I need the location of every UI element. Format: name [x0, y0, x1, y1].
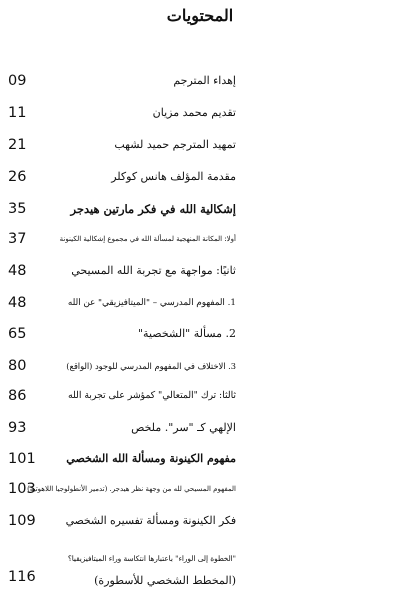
entry-title: فكر الكينونة ومسألة تفسيره الشخصي — [65, 514, 236, 527]
toc-entry[interactable] — [0, 166, 400, 188]
page-number: 65 — [8, 326, 27, 342]
toc-entry[interactable] — [0, 417, 400, 439]
entry-title: أولا: المكانة المنهجية لمسألة الله في مجموع إشكالية الكينونة — [59, 235, 236, 243]
entry-title: ثانيًا: مواجهة مع تجربة الله المسيحي — [71, 264, 236, 277]
toc-entry[interactable] — [0, 478, 400, 500]
entry-title: تقديم محمد مزيان — [152, 106, 236, 119]
page-number: 93 — [8, 420, 27, 436]
entry-title: "الخطوة إلى الوراء" باعتبارها انتكاسة وراء الميتافيزيقيا؟ — [67, 554, 236, 563]
entry-title: المفهوم المسيحي لله من وجهة نظر هيدجر. (تدمير الأنطولوجيا اللاهوتية) — [27, 485, 236, 493]
page-number: 48 — [8, 263, 27, 279]
toc-entry[interactable] — [0, 102, 400, 124]
page-number: 26 — [8, 169, 27, 185]
toc-entry[interactable] — [0, 510, 400, 532]
page-title: المحتويات — [166, 6, 234, 25]
toc-section-heading[interactable] — [0, 198, 400, 220]
page-number: 103 — [8, 481, 36, 497]
toc-entry[interactable] — [0, 548, 400, 598]
entry-title: 2. مسألة "الشخصية" — [138, 327, 236, 340]
page-number: 21 — [8, 137, 27, 153]
entry-title: إهداء المترجم — [173, 74, 236, 87]
entry-title: تمهيد المترجم حميد لشهب — [114, 138, 236, 151]
toc-entry[interactable] — [0, 355, 400, 377]
entry-title: 1. المفهوم المدرسي – "الميتافيزيقي" عن الله — [67, 298, 236, 308]
toc-section-heading[interactable] — [0, 448, 400, 470]
toc-entry[interactable] — [0, 292, 400, 314]
page-number: 48 — [8, 295, 27, 311]
page-number: 09 — [8, 73, 27, 89]
page-number: 37 — [8, 231, 27, 247]
page-number: 11 — [8, 105, 27, 121]
page-number: 101 — [8, 451, 36, 467]
section-heading-title: مفهوم الكينونة ومسألة الله الشخصي — [66, 452, 236, 465]
toc-entry[interactable] — [0, 134, 400, 156]
page-number: 80 — [8, 358, 27, 374]
toc-entry[interactable] — [0, 323, 400, 345]
entry-title: ثالثا: ترك "المتعالي" كمؤشر على تجربة الله — [68, 390, 236, 401]
section-heading-title: إشكالية الله في فكر مارتين هيدجر — [70, 202, 236, 216]
toc-entry[interactable] — [0, 260, 400, 282]
page-number: 109 — [8, 513, 36, 529]
toc-entry[interactable] — [0, 228, 400, 250]
page-number: 86 — [8, 388, 27, 404]
toc-entry[interactable] — [0, 70, 400, 92]
page-number: 35 — [8, 201, 27, 217]
entry-subtitle: (المخطط الشخصي للأسطورة) — [94, 574, 236, 587]
entry-title: الإلهي كـ "سر". ملخص — [131, 421, 236, 434]
entry-title: 3. الاختلاف في المفهوم المدرسي للوجود (الواقع) — [66, 361, 236, 371]
page-number: 116 — [8, 569, 36, 585]
entry-title: مقدمة المؤلف هانس كوكلر — [111, 170, 236, 183]
toc-entry[interactable] — [0, 385, 400, 407]
